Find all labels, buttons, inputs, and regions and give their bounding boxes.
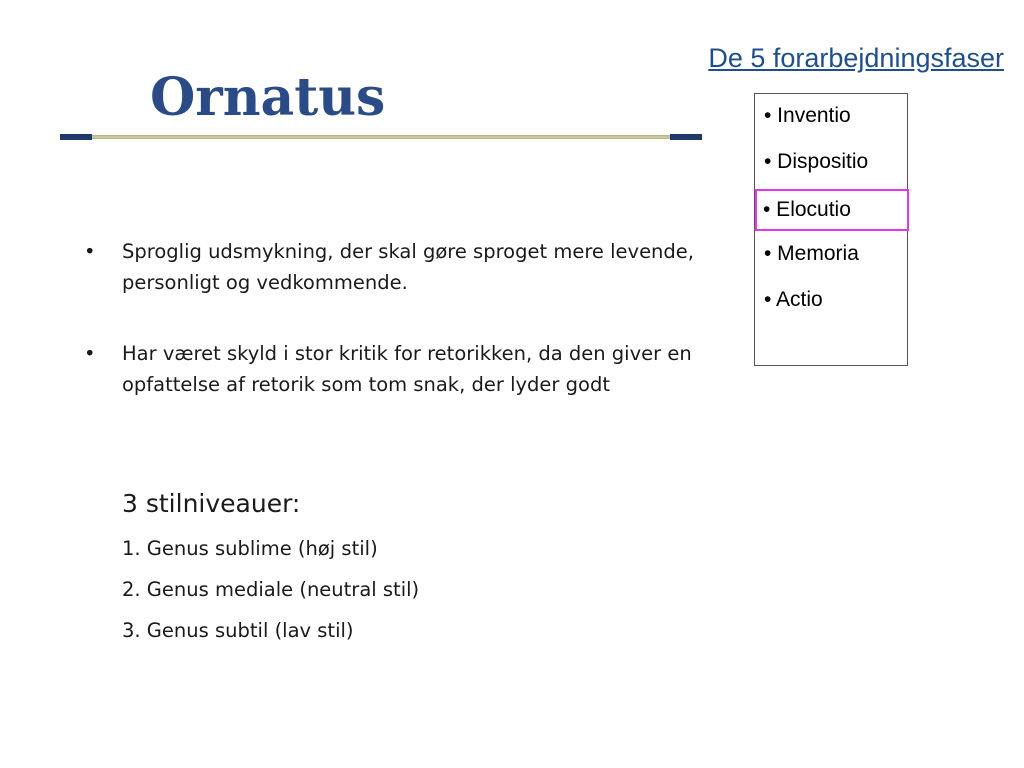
bullet-item <box>84 236 744 298</box>
title-underline-bar <box>92 135 670 139</box>
phase-item-actio: • Actio <box>764 288 823 311</box>
phase-item-memoria: • Memoria <box>764 242 859 265</box>
phase-item-dispositio: • Dispositio <box>764 150 869 173</box>
bullet-marker: • <box>84 342 96 365</box>
style-levels-heading: 3 stilniveauer: <box>122 489 301 518</box>
style-level-item: 3. Genus subtil (lav stil) <box>122 619 354 642</box>
title-underline <box>60 133 702 141</box>
style-level-item: 2. Genus mediale (neutral stil) <box>122 578 420 601</box>
phase-item-elocutio: • Elocutio <box>755 189 909 231</box>
bullet-list <box>84 236 744 400</box>
bullet-item <box>84 338 744 400</box>
slide-title: Ornatus <box>150 67 386 128</box>
style-level-item: 1. Genus sublime (høj stil) <box>122 537 378 560</box>
phases-link[interactable]: De 5 forarbejdningsfaser <box>708 43 1004 73</box>
title-underline-left-cap <box>60 134 92 140</box>
bullet-text: Sproglig udsmykning, der skal gøre sproget mere levende, personligt og vedkommende. <box>122 240 694 294</box>
title-underline-right-cap <box>670 134 702 140</box>
bullet-marker: • <box>84 240 96 263</box>
style-levels <box>122 484 419 651</box>
bullet-text: Har været skyld i stor kritik for retorikken, da den giver en opfattelse af retorik som tom snak, der lyder godt <box>122 342 692 396</box>
phases-box <box>754 93 908 366</box>
phase-item-inventio: • Inventio <box>764 104 851 127</box>
